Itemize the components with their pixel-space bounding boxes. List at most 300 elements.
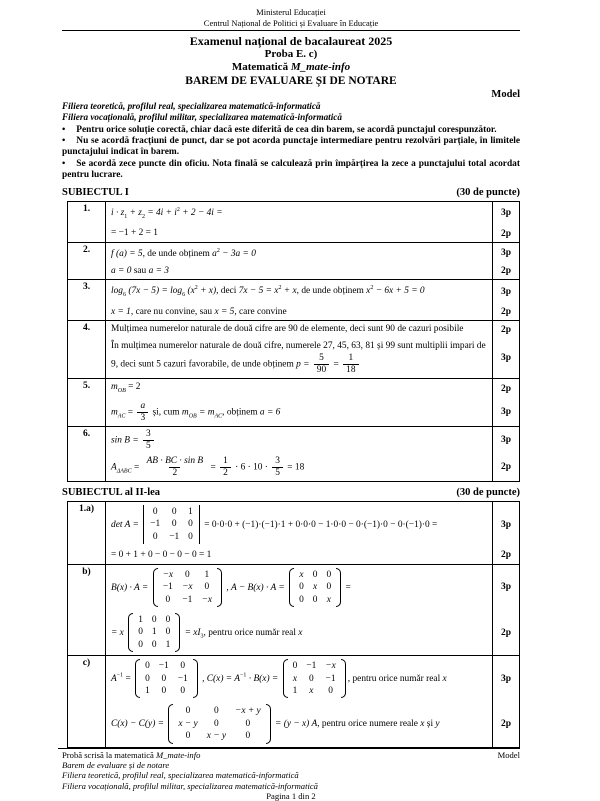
math-run: p = (296, 359, 312, 370)
solution-line (106, 454, 519, 481)
instruction-item (62, 136, 520, 159)
filiera-line-2: Filiera vocațională, profilul militar, specializarea matematică-informatică (62, 111, 342, 122)
points-cell: 2p (492, 304, 519, 321)
math-run: = −1 + 2 = 1 (111, 228, 158, 239)
right-paren-icon (175, 613, 180, 652)
points-cell: 3p (492, 243, 519, 263)
matrix-cell: −1 (325, 673, 336, 684)
matrix-cell: −x (201, 594, 213, 605)
math-run: , A − B(x) · A = (224, 582, 288, 593)
solution-content (106, 202, 492, 226)
matrix-cell: −x (182, 582, 193, 593)
math-run: + 2 − 4i = (179, 207, 223, 218)
subscript: ΔABC (116, 468, 132, 475)
footer-barem: Barem de evaluare și de notare (62, 759, 170, 770)
row-lines (106, 280, 519, 320)
points-cell: 3p (492, 280, 519, 304)
matrix-cell: 0 (180, 661, 186, 672)
matrix-cell: 1 (151, 627, 157, 638)
matrix-cell: 0 (312, 569, 318, 580)
matrix-cell: 0 (328, 686, 333, 697)
instruction-item (62, 159, 520, 182)
footer-divider (58, 748, 520, 749)
solution-content (106, 225, 492, 242)
points-cell: 3p (492, 565, 519, 610)
instruction-text: Se acordă zece puncte din oficiu. Nota finală se calculează prin împărțirea la zece a punctajului total acordat pentru lucrare. (62, 158, 520, 181)
subscript: 1 (124, 213, 128, 220)
math-run: · B(x) = (246, 673, 281, 684)
table-row (68, 202, 519, 242)
matrix-grid (140, 659, 193, 698)
math-run: y (435, 719, 440, 730)
matrix (283, 659, 346, 698)
matrix-cell: 1 (204, 569, 210, 580)
fraction-denominator: 5 (272, 467, 283, 479)
superscript: 2 (216, 247, 220, 254)
fraction-numerator: a (140, 400, 146, 411)
row-number: c) (68, 656, 106, 746)
matrix-cell: 1 (165, 639, 171, 650)
matrix-cell: 0 (151, 615, 157, 625)
footer-line-1 (62, 750, 520, 760)
points-cell: 2p (492, 263, 519, 280)
footer-filiera-1: Filiera teoretică, profilul real, specializarea matematică-informatică (62, 770, 299, 781)
points-cell: 3p (492, 502, 519, 547)
fraction-denominator: 18 (343, 364, 358, 376)
matrix-cell: 0 (171, 519, 177, 530)
matrix-cell: x − y (178, 718, 198, 729)
solution-content (106, 565, 492, 610)
math-run: + x (281, 286, 297, 297)
text-run: În mulțimea numerelor naturale de două cifre, numerele 27, 45, 63, 81 și 99 sunt multiplii impari de 9, deci sunt 5 cazuri favorabile, de unde obținem (111, 340, 486, 370)
solution-content (106, 338, 492, 378)
matrix-cell: 0 (165, 594, 171, 605)
subscript: 6 (182, 292, 186, 299)
subscript: OB (188, 413, 197, 420)
page-footer (62, 748, 520, 801)
fraction (314, 353, 329, 376)
solution-content (106, 263, 492, 280)
matrix-cell: −1 (162, 582, 173, 593)
math-run: (7x − 5) = log (125, 286, 183, 297)
subscript: OB (117, 387, 126, 394)
matrix-cell: 0 (245, 731, 251, 742)
right-paren-icon (266, 704, 271, 743)
fraction (343, 353, 358, 376)
math-run: · 6 · 10 · (232, 462, 271, 473)
subscript: 3 (200, 633, 204, 640)
fraction-numerator: AB · BC · sin B (146, 455, 204, 466)
math-run: x (420, 719, 425, 730)
bullet-icon: • (62, 136, 66, 146)
math-run: a = 0 (111, 265, 132, 276)
text-run: , deci (216, 286, 239, 297)
matrix-cell: 0 (145, 673, 150, 684)
math-run: = (343, 582, 351, 593)
math-run: = (131, 462, 142, 473)
footer-proba-prefix: Probă scrisă la matematică (62, 749, 157, 760)
solution-line (106, 379, 519, 399)
table-row (68, 426, 519, 481)
text-run: și (424, 719, 436, 730)
ministry-line-2: Centrul Național de Politici și Evaluare în Educație (203, 17, 379, 28)
subscript: AC (214, 413, 223, 420)
matrix-cell: 0 (151, 639, 157, 650)
text-run: , de unde obținem (296, 286, 367, 297)
subscript: 6 (122, 292, 126, 299)
text-run: , care convine (234, 306, 287, 317)
math-run: = 0 + 1 + 0 − 0 − 0 − 0 = 1 (111, 550, 212, 561)
matrix-cell: 0 (326, 569, 332, 580)
row-number: 3. (68, 280, 106, 320)
instruction-text: Pentru orice soluție corectă, chiar dacă este diferită de cea din barem, se acordă punctajul corespunzător. (76, 124, 497, 135)
row-number: 4. (68, 321, 106, 377)
math-run: f (a) = 5 (111, 248, 143, 259)
fraction-denominator: 90 (314, 364, 329, 376)
matrix-cell: x (299, 569, 304, 580)
matrix-cell: 0 (299, 582, 304, 593)
matrix-cell: 0 (152, 506, 158, 517)
fraction-numerator: 1 (223, 455, 228, 466)
matrix-grid (158, 568, 218, 607)
points-cell: 2p (492, 701, 519, 746)
subject1-table (67, 201, 520, 482)
math-run: i · z (111, 207, 125, 218)
exam-title: Examenul național de bacalaureat 2025 (189, 34, 393, 48)
row-number: 6. (68, 427, 106, 481)
math-run: x = 5 (214, 306, 235, 317)
text-run: , pentru orice număr real (203, 627, 299, 638)
solution-content (106, 321, 492, 338)
solution-content (106, 304, 492, 321)
math-run: A (111, 673, 117, 684)
table-row (68, 564, 519, 655)
text-run: , obținem (222, 407, 260, 418)
table-row (68, 279, 519, 320)
fraction-denominator: 3 (137, 412, 148, 424)
fraction-numerator: 3 (146, 428, 151, 439)
math-run: = (208, 462, 219, 473)
fraction-numerator: 1 (348, 352, 354, 363)
math-run: det A = (111, 519, 142, 530)
row-number: 2. (68, 243, 106, 279)
fraction-denominator: 2 (220, 467, 231, 479)
matrix-grid (173, 704, 265, 743)
exam-subject-code: M_mate-info (290, 61, 351, 73)
matrix-grid (143, 505, 200, 544)
math-run: x = 1 (111, 306, 131, 317)
matrix (153, 568, 223, 607)
fraction-denominator: 2 (169, 467, 180, 479)
matrix-cell: −1 (150, 519, 161, 530)
row-lines (106, 427, 519, 481)
matrix-cell: −1 (306, 661, 317, 672)
matrix-cell: 0 (165, 627, 171, 638)
solution-line (106, 243, 519, 263)
matrix-cell: 1 (138, 615, 143, 625)
solution-line (106, 656, 519, 701)
matrix-cell: −x (162, 569, 174, 580)
points-cell: 2p (492, 225, 519, 242)
footer-proba-code: M_mate-info (156, 749, 201, 760)
solution-line (106, 202, 519, 226)
matrix-cell: 0 (161, 673, 167, 684)
solution-line (106, 565, 519, 610)
instruction-item (62, 125, 520, 136)
matrix-grid (288, 659, 341, 698)
superscript: 2 (176, 206, 180, 213)
row-number: 5. (68, 379, 106, 426)
math-run: = 18 (284, 462, 305, 473)
right-paren-icon (336, 568, 341, 607)
matrix-cell: 0 (204, 582, 210, 593)
matrix-cell: 0 (165, 615, 171, 625)
math-run: m (181, 407, 189, 418)
filiera-line-1: Filiera teoretică, profilul real, specializarea matematică-informatică (62, 101, 321, 111)
footer-filiera-2: Filiera vocațională, profilul militar, specializarea matematică-informatică (62, 780, 318, 791)
solution-line (106, 338, 519, 378)
matrix-cell: 0 (152, 531, 158, 542)
matrix-cell: x (326, 594, 331, 605)
solution-line (106, 610, 519, 655)
model-label-top: Model (491, 89, 520, 100)
matrix-grid (133, 613, 175, 652)
math-run: x (298, 627, 303, 638)
fraction-denominator: 5 (143, 440, 154, 452)
math-run: = (331, 359, 342, 370)
points-cell: 2p (492, 454, 519, 481)
table-row (68, 502, 519, 564)
row-lines (106, 379, 519, 426)
text-run: , care nu convine, sau (130, 306, 215, 317)
row-lines (106, 565, 519, 655)
page-number: Pagina 1 din 2 (266, 790, 316, 801)
model-label-bottom: Model (497, 749, 520, 760)
math-run: A (111, 462, 117, 473)
points-cell: 3p (492, 338, 519, 378)
matrix-cell: 0 (245, 718, 251, 729)
text-run: Mulțimea numerelor naturale de două cifre are 90 de elemente, deci sunt 90 de cazuri posibile (111, 324, 464, 335)
matrix-cell: 0 (185, 706, 191, 717)
subject1-title: SUBIECTUL I (62, 186, 129, 198)
subject2-title: SUBIECTUL al II-lea (62, 486, 161, 498)
solution-content (106, 454, 492, 481)
math-run: x (442, 673, 447, 684)
solution-content (106, 243, 492, 263)
solution-content (106, 610, 492, 655)
math-run: = 2 (125, 381, 141, 392)
matrix (289, 568, 341, 607)
matrix-cell: 1 (145, 686, 150, 697)
exam-subject-prefix: Matematică (231, 61, 291, 73)
subject2-heading (62, 486, 520, 499)
row-number: 1. (68, 202, 106, 242)
fraction-numerator: 3 (275, 455, 280, 466)
points-cell: 2p (492, 379, 519, 399)
matrix-cell: 0 (292, 661, 298, 672)
solution-line (106, 502, 519, 547)
row-number: b) (68, 565, 106, 655)
math-run: = (y − x) A (272, 719, 318, 730)
table-row (68, 378, 519, 426)
text-run: și, cum (150, 407, 182, 418)
math-run: a = 3 (148, 265, 169, 276)
table-row (68, 320, 519, 377)
math-run: a = 6 (259, 407, 281, 418)
math-run: − 3a = 0 (219, 248, 256, 259)
math-run: − 6x + 5 = 0 (373, 286, 425, 297)
points-cell: 2p (492, 547, 519, 564)
points-cell: 3p (492, 427, 519, 454)
math-run: x (366, 286, 371, 297)
solution-line (106, 547, 519, 564)
solution-line (106, 701, 519, 746)
table-row (68, 242, 519, 279)
matrix-cell: −x (325, 661, 336, 672)
solution-content (106, 701, 492, 746)
math-run: B(x) · A = (111, 582, 151, 593)
math-run: m (111, 381, 118, 392)
ministry-line-1: Ministerul Educației (256, 7, 326, 17)
exam-subject (62, 61, 520, 74)
matrix-cell: x − y (206, 731, 227, 742)
solution-line (106, 321, 519, 338)
superscript: 2 (194, 285, 198, 292)
math-run: = 0·0·0 + (−1)·(−1)·1 + 0·0·0 − 1·0·0 − 0·(−1)·0 − 0·(−1)·0 = (201, 519, 438, 530)
math-run: , C(x) = A (199, 673, 241, 684)
row-lines (106, 321, 519, 377)
matrix-cell: −1 (177, 673, 188, 684)
bullet-icon: • (62, 124, 66, 135)
matrix-cell: 0 (185, 731, 191, 742)
matrix-cell: x (313, 582, 318, 593)
text-run: sau (131, 265, 149, 276)
footer-proba (62, 750, 200, 760)
math-run: = m (196, 407, 215, 418)
matrix (135, 659, 198, 698)
exam-proba: Proba E. c) (264, 48, 318, 60)
text-run: , pentru orice număr real (347, 673, 443, 684)
subject1-points: (30 de puncte) (456, 186, 520, 198)
determinant (143, 505, 200, 544)
math-run: C(x) − C(y) = (111, 719, 167, 730)
math-run: 7x − 5 = x (238, 286, 279, 297)
bullet-icon: • (62, 158, 66, 169)
superscript: −1 (116, 672, 124, 679)
superscript: 2 (370, 285, 374, 292)
matrix-cell: −1 (158, 661, 169, 672)
table-row (68, 655, 519, 746)
solution-content (106, 280, 492, 304)
superscript: 2 (278, 285, 282, 292)
matrix-cell: 0 (299, 594, 304, 605)
math-run: = x (111, 627, 127, 638)
row-number: 1.a) (68, 502, 106, 564)
math-run: = (123, 673, 134, 684)
points-cell: 2p (492, 321, 519, 338)
matrix-cell: 0 (312, 594, 318, 605)
fraction-numerator: 5 (319, 352, 324, 363)
solution-line (106, 427, 519, 454)
matrix-cell: 0 (308, 673, 314, 684)
text-run: , de unde obținem (142, 248, 213, 259)
points-cell: 3p (492, 399, 519, 426)
math-run: = (125, 407, 136, 418)
subscript: AC (117, 413, 126, 420)
points-cell: 3p (492, 656, 519, 701)
solution-line (106, 399, 519, 426)
solution-content (106, 502, 492, 547)
solution-line (106, 280, 519, 304)
matrix-cell: 0 (138, 627, 143, 638)
matrix-cell: 0 (138, 639, 143, 650)
math-run: m (111, 407, 118, 418)
math-run: + x) (197, 286, 217, 297)
math-run: = xI (182, 627, 201, 638)
text-run: , pentru orice numere reale (317, 719, 421, 730)
fraction (272, 456, 283, 479)
subject2-table (67, 501, 520, 748)
row-lines (106, 656, 519, 746)
math-run: sin B = (111, 435, 142, 446)
matrix-cell: 1 (292, 686, 298, 697)
superscript: −1 (240, 672, 247, 679)
instructions-list (62, 125, 520, 182)
matrix-cell: −1 (182, 594, 193, 605)
matrix-grid (294, 568, 336, 607)
math-run: log (111, 286, 123, 297)
subject1-heading (62, 186, 520, 199)
row-lines (106, 502, 519, 564)
subject2-points: (30 de puncte) (456, 486, 520, 498)
points-cell: 2p (492, 610, 519, 655)
header-divider (62, 30, 520, 31)
matrix-cell: 1 (188, 506, 193, 517)
matrix-cell: 0 (161, 686, 167, 697)
solution-line (106, 304, 519, 321)
matrix-cell: 0 (171, 506, 177, 517)
right-paren-icon (341, 659, 346, 698)
matrix-cell: 0 (188, 519, 193, 530)
math-run: a (212, 248, 217, 259)
fraction (144, 456, 207, 479)
fraction (137, 401, 148, 424)
matrix-cell: 0 (214, 718, 219, 729)
matrix-cell: x (292, 673, 298, 684)
row-lines (106, 202, 519, 242)
solution-content (106, 547, 492, 564)
solution-line (106, 263, 519, 280)
instruction-text: Nu se acordă fracțiuni de punct, dar se pot acorda punctaje intermediare pentru rezolvări parțiale, în limitele punctajului indicat în barem. (62, 136, 520, 158)
fraction (143, 429, 154, 452)
matrix-cell: x (309, 686, 314, 697)
matrix-cell: 0 (214, 706, 219, 717)
matrix-cell: 0 (188, 531, 193, 542)
matrix-cell: 0 (326, 582, 332, 593)
subscript: 2 (141, 213, 145, 220)
row-lines (106, 243, 519, 279)
solution-content (106, 399, 492, 426)
math-run: + z (127, 207, 142, 218)
fraction (220, 456, 231, 479)
solution-line (106, 225, 519, 242)
right-paren-icon (193, 659, 198, 698)
matrix-cell: 0 (145, 661, 150, 672)
matrix (128, 613, 180, 652)
matrix-cell: 0 (184, 569, 190, 580)
matrix-cell: −x + y (235, 706, 261, 717)
solution-content (106, 427, 492, 454)
